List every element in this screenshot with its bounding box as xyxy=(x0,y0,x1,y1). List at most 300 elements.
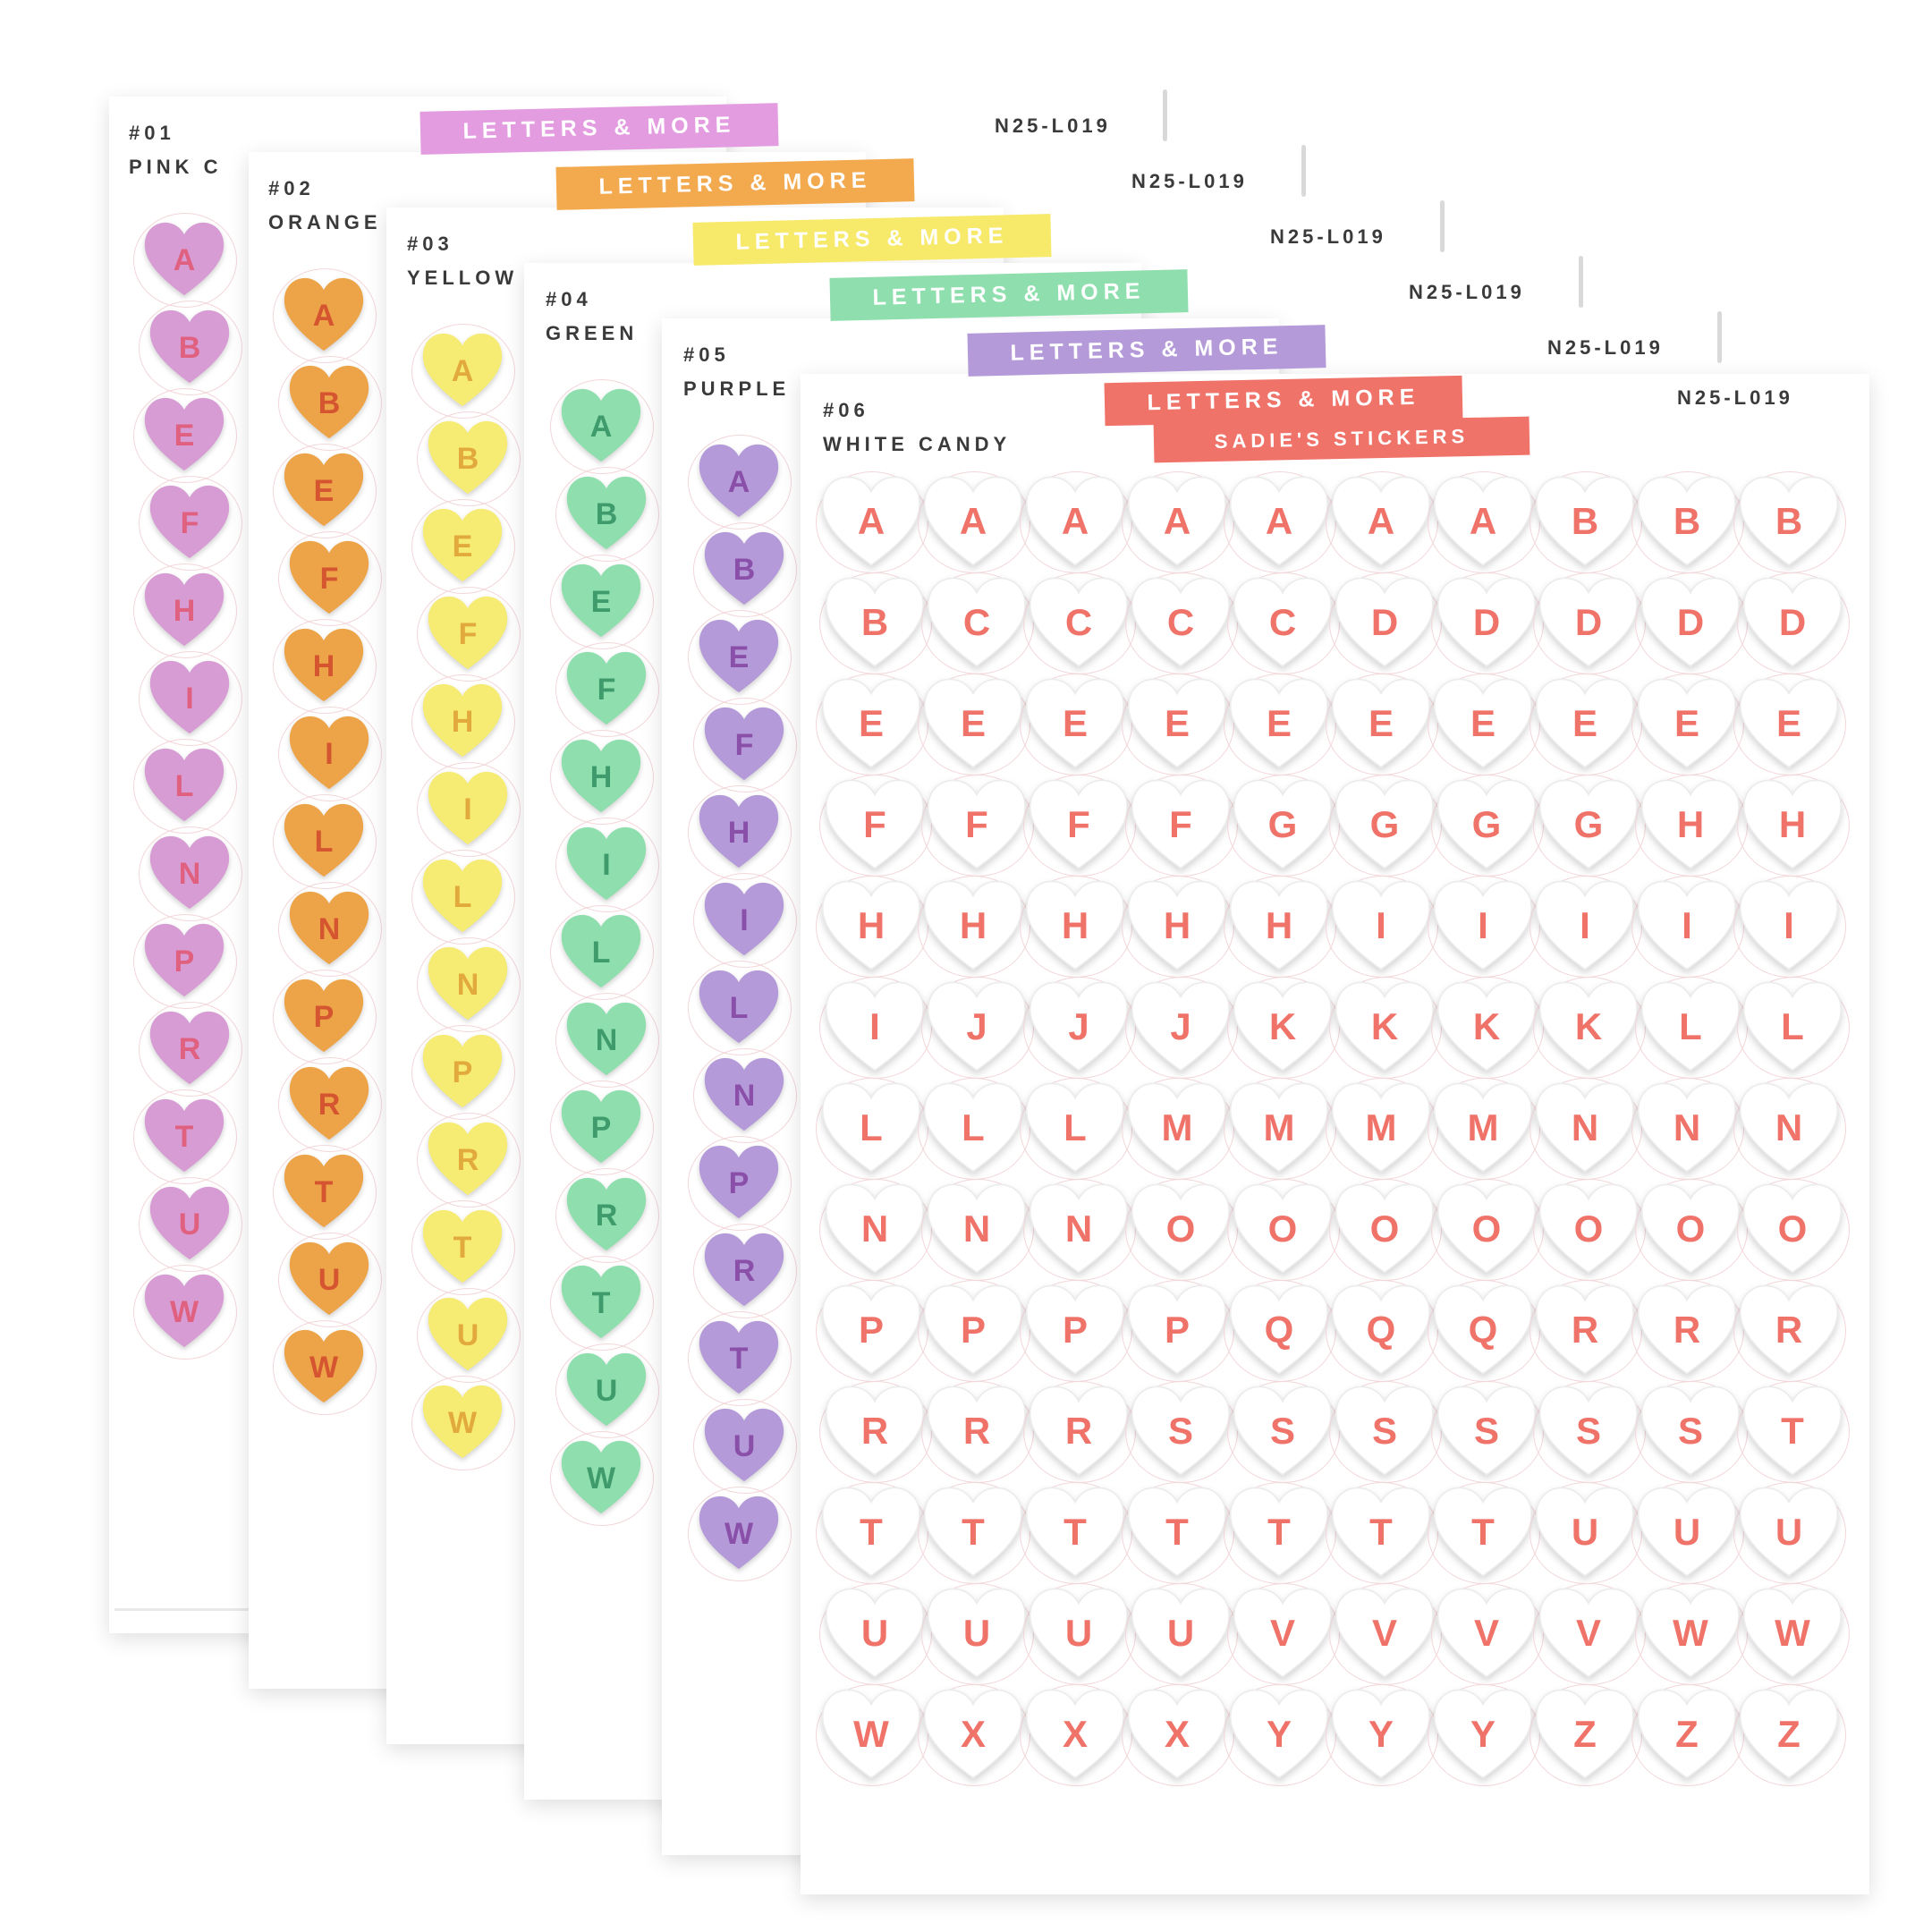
letter-sticker[interactable] xyxy=(1124,1687,1230,1780)
ribbon-banner-03: LETTERS & MORE xyxy=(692,214,1051,266)
letter-sticker[interactable] xyxy=(281,1152,367,1229)
sticker-letter: P xyxy=(174,944,195,979)
letter-sticker[interactable] xyxy=(147,483,233,560)
letter-sticker[interactable] xyxy=(818,1485,924,1578)
letter-sticker[interactable] xyxy=(147,834,233,911)
letter-sticker[interactable] xyxy=(1128,575,1233,668)
letter-sticker[interactable] xyxy=(1026,777,1131,870)
sticker-letter: R xyxy=(733,1253,756,1288)
letter-sticker[interactable] xyxy=(696,617,782,694)
letter-sticker[interactable] xyxy=(419,1208,505,1284)
sticker-letter: T xyxy=(962,1511,985,1553)
letter-sticker[interactable] xyxy=(920,676,1026,769)
letter-sticker[interactable] xyxy=(419,1383,505,1460)
letter-sticker[interactable] xyxy=(286,538,372,615)
letter-sticker[interactable] xyxy=(1124,878,1230,971)
sticker-letter: L xyxy=(860,1106,883,1148)
letter-sticker[interactable] xyxy=(1434,1586,1539,1679)
letter-sticker[interactable] xyxy=(1736,1485,1842,1578)
sticker-letter: I xyxy=(602,847,611,882)
sticker-letter: L xyxy=(1063,1106,1087,1148)
letter-sticker[interactable] xyxy=(1430,878,1536,971)
sticker-letter: C xyxy=(1166,601,1195,643)
letter-sticker[interactable] xyxy=(1128,1586,1233,1679)
letter-sticker[interactable] xyxy=(1124,676,1230,769)
letter-sticker[interactable] xyxy=(1532,878,1638,971)
sticker-letter: X xyxy=(1164,1713,1190,1755)
letter-sticker[interactable] xyxy=(419,857,505,934)
letter-sticker[interactable] xyxy=(1230,979,1335,1072)
letter-sticker[interactable] xyxy=(147,658,233,735)
letter-sticker[interactable] xyxy=(1328,878,1434,971)
letter-sticker[interactable] xyxy=(141,220,227,297)
sticker-letter: A xyxy=(959,500,987,542)
sticker-letter: B xyxy=(1775,500,1803,542)
letter-sticker[interactable] xyxy=(924,1586,1030,1679)
sheet-01-heart-column xyxy=(123,220,249,1597)
sticker-letter: T xyxy=(174,1119,194,1154)
letter-sticker[interactable] xyxy=(818,474,924,567)
sheet-05-name: PURPLE xyxy=(683,377,791,400)
letter-sticker[interactable] xyxy=(147,1009,233,1086)
letter-sticker[interactable] xyxy=(1434,1182,1539,1275)
letter-sticker[interactable] xyxy=(1328,1687,1434,1780)
sticker-letter: S xyxy=(1371,1410,1397,1452)
letter-sticker[interactable] xyxy=(1434,1384,1539,1477)
sticker-letter: B xyxy=(595,496,618,531)
letter-sticker[interactable] xyxy=(1230,1182,1335,1275)
letter-sticker[interactable] xyxy=(1532,1283,1638,1376)
sticker-letter: W xyxy=(586,1461,616,1496)
letter-sticker[interactable] xyxy=(822,575,928,668)
letter-sticker[interactable] xyxy=(701,880,787,957)
sticker-letter: N xyxy=(733,1078,756,1113)
letter-sticker[interactable] xyxy=(701,530,787,606)
sticker-letter: D xyxy=(1574,601,1603,643)
sticker-letter: L xyxy=(962,1106,985,1148)
letter-sticker[interactable] xyxy=(425,945,511,1021)
letter-sticker[interactable] xyxy=(1226,878,1332,971)
letter-sticker[interactable] xyxy=(564,1000,649,1077)
letter-sticker[interactable] xyxy=(1536,777,1641,870)
sticker-letter: B xyxy=(318,386,341,420)
letter-sticker[interactable] xyxy=(1532,1687,1638,1780)
letter-sticker[interactable] xyxy=(1226,1687,1332,1780)
letter-sticker[interactable] xyxy=(1022,878,1128,971)
letter-sticker[interactable] xyxy=(1226,474,1332,567)
letter-sticker[interactable] xyxy=(558,386,644,463)
sticker-letter: L xyxy=(729,990,749,1025)
sticker-letter: T xyxy=(453,1230,472,1265)
letter-sticker[interactable] xyxy=(286,714,372,791)
sticker-letter: U xyxy=(1064,1612,1093,1654)
sticker-letter: P xyxy=(452,1055,473,1089)
sticker-letter: P xyxy=(1062,1309,1088,1351)
letter-sticker[interactable] xyxy=(564,1175,649,1252)
letter-sticker[interactable] xyxy=(141,746,227,823)
sticker-letter: N xyxy=(962,1208,991,1250)
letter-sticker[interactable] xyxy=(818,1080,924,1174)
letter-sticker[interactable] xyxy=(822,1182,928,1275)
letter-sticker[interactable] xyxy=(1022,1283,1128,1376)
letter-sticker[interactable] xyxy=(425,419,511,496)
sticker-letter: D xyxy=(1778,601,1807,643)
sticker-letter: H xyxy=(1778,803,1807,845)
sticker-letter: I xyxy=(463,792,472,826)
letter-sticker[interactable] xyxy=(924,979,1030,1072)
letter-sticker[interactable] xyxy=(1634,1485,1740,1578)
sticker-letter: F xyxy=(965,803,988,845)
letter-sticker[interactable] xyxy=(558,1088,644,1165)
sticker-letter: F xyxy=(863,803,886,845)
sticker-letter: E xyxy=(313,473,335,508)
sticker-letter: N xyxy=(860,1208,889,1250)
letter-sticker[interactable] xyxy=(1026,1182,1131,1275)
letter-sticker[interactable] xyxy=(1634,1687,1740,1780)
letter-sticker[interactable] xyxy=(141,1272,227,1349)
sticker-letter: T xyxy=(1781,1410,1804,1452)
letter-sticker[interactable] xyxy=(1532,1080,1638,1174)
letter-sticker[interactable] xyxy=(425,1295,511,1372)
letter-sticker[interactable] xyxy=(1638,1586,1743,1679)
letter-sticker[interactable] xyxy=(920,1687,1026,1780)
letter-sticker[interactable] xyxy=(920,878,1026,971)
letter-sticker[interactable] xyxy=(286,1064,372,1141)
letter-sticker[interactable] xyxy=(281,626,367,703)
letter-sticker[interactable] xyxy=(1430,1283,1536,1376)
letter-sticker[interactable] xyxy=(1638,1182,1743,1275)
letter-sticker[interactable] xyxy=(1230,1586,1335,1679)
letter-sticker[interactable] xyxy=(141,395,227,472)
letter-sticker[interactable] xyxy=(701,1055,787,1132)
letter-sticker[interactable] xyxy=(1022,1485,1128,1578)
letter-sticker[interactable] xyxy=(924,777,1030,870)
sticker-letter: D xyxy=(1472,601,1501,643)
letter-sticker[interactable] xyxy=(1736,1283,1842,1376)
letter-sticker[interactable] xyxy=(1332,777,1437,870)
sticker-letter: T xyxy=(1471,1511,1495,1553)
sticker-letter: E xyxy=(728,640,750,674)
letter-sticker[interactable] xyxy=(696,442,782,519)
letter-sticker[interactable] xyxy=(1022,474,1128,567)
letter-sticker[interactable] xyxy=(1328,1485,1434,1578)
sticker-letter: G xyxy=(1471,803,1502,845)
letter-sticker[interactable] xyxy=(1638,777,1743,870)
letter-sticker[interactable] xyxy=(286,363,372,440)
letter-sticker[interactable] xyxy=(822,777,928,870)
letter-sticker[interactable] xyxy=(1740,575,1845,668)
letter-sticker[interactable] xyxy=(924,1384,1030,1477)
sticker-letter: V xyxy=(1473,1612,1499,1654)
letter-sticker[interactable] xyxy=(1434,979,1539,1072)
letter-sticker[interactable] xyxy=(1230,1384,1335,1477)
sticker-letter: Q xyxy=(1468,1309,1498,1351)
letter-sticker[interactable] xyxy=(1638,575,1743,668)
letter-sticker[interactable] xyxy=(701,705,787,782)
sticker-letter: E xyxy=(1470,702,1496,744)
letter-sticker[interactable] xyxy=(286,889,372,966)
letter-sticker[interactable] xyxy=(1430,1080,1536,1174)
sticker-letter: U xyxy=(1673,1511,1701,1553)
letter-sticker[interactable] xyxy=(1332,1586,1437,1679)
sticker-letter: M xyxy=(1467,1106,1499,1148)
sticker-letter: B xyxy=(178,330,201,365)
letter-sticker[interactable] xyxy=(141,921,227,998)
sticker-letter: P xyxy=(728,1165,750,1200)
letter-sticker[interactable] xyxy=(425,1120,511,1197)
sticker-letter: U xyxy=(1166,1612,1195,1654)
letter-sticker[interactable] xyxy=(1230,777,1335,870)
letter-sticker[interactable] xyxy=(822,1586,928,1679)
letter-sticker[interactable] xyxy=(1430,1687,1536,1780)
sticker-letter: T xyxy=(591,1285,611,1320)
sticker-letter: F xyxy=(1169,803,1192,845)
sticker-letter: A xyxy=(1061,500,1089,542)
letter-sticker[interactable] xyxy=(822,1384,928,1477)
letter-sticker[interactable] xyxy=(818,1687,924,1780)
letter-sticker[interactable] xyxy=(1536,575,1641,668)
sticker-letter: E xyxy=(1368,702,1394,744)
letter-sticker[interactable] xyxy=(1536,1182,1641,1275)
letter-sticker[interactable] xyxy=(1230,575,1335,668)
sticker-letter: K xyxy=(1268,1005,1297,1047)
letter-sticker[interactable] xyxy=(281,801,367,878)
letter-sticker[interactable] xyxy=(1638,1384,1743,1477)
letter-sticker[interactable] xyxy=(281,275,367,352)
sticker-letter: W xyxy=(1673,1612,1708,1654)
sheet-03-code: N25-L019 xyxy=(1270,225,1386,248)
letter-sticker[interactable] xyxy=(1026,1384,1131,1477)
letter-sticker[interactable] xyxy=(1736,676,1842,769)
letter-sticker[interactable] xyxy=(1328,1283,1434,1376)
sticker-letter: A xyxy=(173,242,196,277)
sticker-letter: V xyxy=(1371,1612,1397,1654)
letter-sticker[interactable] xyxy=(696,968,782,1045)
letter-sticker[interactable] xyxy=(1740,1384,1845,1477)
sheet-01-number: #01 xyxy=(129,122,175,144)
sticker-letter: W xyxy=(309,1350,339,1385)
sticker-letter: G xyxy=(1369,803,1400,845)
letter-sticker[interactable] xyxy=(1026,575,1131,668)
sticker-letter: G xyxy=(1573,803,1604,845)
letter-sticker[interactable] xyxy=(286,1240,372,1317)
letter-sticker[interactable] xyxy=(1740,1182,1845,1275)
letter-sticker[interactable] xyxy=(1226,1485,1332,1578)
sticker-letter: F xyxy=(458,616,478,651)
letter-sticker[interactable] xyxy=(1128,1384,1233,1477)
letter-sticker[interactable] xyxy=(1536,1384,1641,1477)
sticker-letter: N xyxy=(1571,1106,1599,1148)
letter-sticker[interactable] xyxy=(1026,979,1131,1072)
sticker-letter: Z xyxy=(1675,1713,1699,1755)
letter-sticker[interactable] xyxy=(1430,676,1536,769)
letter-sticker[interactable] xyxy=(1634,1283,1740,1376)
sticker-letter: R xyxy=(1064,1410,1093,1452)
letter-sticker[interactable] xyxy=(425,594,511,671)
letter-sticker[interactable] xyxy=(558,1438,644,1515)
letter-sticker[interactable] xyxy=(696,792,782,869)
letter-sticker[interactable] xyxy=(1736,1687,1842,1780)
letter-sticker[interactable] xyxy=(1128,1182,1233,1275)
letter-sticker[interactable] xyxy=(1536,979,1641,1072)
letter-sticker[interactable] xyxy=(564,649,649,726)
letter-sticker[interactable] xyxy=(920,474,1026,567)
letter-sticker[interactable] xyxy=(1332,1182,1437,1275)
sticker-letter: A xyxy=(589,409,613,444)
letter-sticker[interactable] xyxy=(1332,575,1437,668)
letter-sticker[interactable] xyxy=(1332,1384,1437,1477)
letter-sticker[interactable] xyxy=(924,575,1030,668)
letter-sticker[interactable] xyxy=(1638,979,1743,1072)
letter-sticker[interactable] xyxy=(696,1143,782,1220)
sticker-letter: H xyxy=(727,815,750,850)
letter-sticker[interactable] xyxy=(1634,474,1740,567)
letter-sticker[interactable] xyxy=(920,1283,1026,1376)
sticker-letter: A xyxy=(451,353,474,388)
letter-sticker[interactable] xyxy=(558,737,644,814)
letter-sticker[interactable] xyxy=(564,474,649,551)
sticker-letter: E xyxy=(858,702,884,744)
letter-sticker[interactable] xyxy=(924,1182,1030,1275)
letter-sticker[interactable] xyxy=(1328,474,1434,567)
sticker-letter: I xyxy=(740,902,749,937)
sticker-letter: N xyxy=(318,911,341,946)
letter-sticker[interactable] xyxy=(1532,1485,1638,1578)
sticker-letter: T xyxy=(314,1174,334,1209)
letter-sticker[interactable] xyxy=(419,506,505,583)
sticker-letter: Y xyxy=(1266,1713,1292,1755)
letter-sticker[interactable] xyxy=(696,1494,782,1571)
letter-sticker[interactable] xyxy=(1226,676,1332,769)
sticker-letter: F xyxy=(734,727,754,762)
letter-sticker[interactable] xyxy=(564,1351,649,1428)
sticker-letter: E xyxy=(590,584,612,619)
letter-sticker[interactable] xyxy=(1740,979,1845,1072)
letter-sticker[interactable] xyxy=(558,562,644,639)
letter-sticker[interactable] xyxy=(1328,676,1434,769)
letter-sticker[interactable] xyxy=(1736,1080,1842,1174)
letter-sticker[interactable] xyxy=(1736,878,1842,971)
sticker-letter: B xyxy=(1571,500,1599,542)
letter-sticker[interactable] xyxy=(419,331,505,408)
sticker-letter: B xyxy=(456,441,479,476)
letter-sticker[interactable] xyxy=(1532,676,1638,769)
letter-sticker[interactable] xyxy=(141,1097,227,1174)
letter-sticker[interactable] xyxy=(564,825,649,902)
sticker-letter: E xyxy=(1572,702,1597,744)
sticker-letter: W xyxy=(1775,1612,1810,1654)
sticker-letter: N xyxy=(456,967,479,1002)
letter-sticker[interactable] xyxy=(425,769,511,846)
sticker-letter: R xyxy=(962,1410,991,1452)
letter-sticker[interactable] xyxy=(1736,474,1842,567)
letter-sticker[interactable] xyxy=(1226,1080,1332,1174)
letter-sticker[interactable] xyxy=(1022,1687,1128,1780)
letter-sticker[interactable] xyxy=(281,451,367,528)
letter-sticker[interactable] xyxy=(920,1080,1026,1174)
letter-sticker[interactable] xyxy=(920,1485,1026,1578)
sticker-letter: U xyxy=(962,1612,991,1654)
sticker-letter: S xyxy=(1269,1410,1295,1452)
sticker-letter: N xyxy=(595,1022,618,1057)
letter-sticker[interactable] xyxy=(818,1283,924,1376)
sheet-02-number: #02 xyxy=(268,177,315,199)
letter-sticker[interactable] xyxy=(1434,575,1539,668)
letter-sticker[interactable] xyxy=(141,571,227,648)
letter-sticker[interactable] xyxy=(1226,1283,1332,1376)
letter-sticker[interactable] xyxy=(147,308,233,385)
letter-sticker[interactable] xyxy=(818,878,924,971)
letter-sticker[interactable] xyxy=(1128,979,1233,1072)
letter-sticker[interactable] xyxy=(1634,878,1740,971)
sticker-letter: E xyxy=(1775,702,1801,744)
sticker-letter: B xyxy=(1673,500,1701,542)
letter-sticker[interactable] xyxy=(1026,1586,1131,1679)
sticker-letter: K xyxy=(1574,1005,1603,1047)
sheet-02-name: ORANGE xyxy=(268,211,382,233)
letter-sticker[interactable] xyxy=(1532,474,1638,567)
sticker-letter: I xyxy=(1784,904,1794,946)
letter-sticker[interactable] xyxy=(1124,1485,1230,1578)
letter-sticker[interactable] xyxy=(1740,777,1845,870)
letter-sticker[interactable] xyxy=(1536,1586,1641,1679)
letter-sticker[interactable] xyxy=(1434,777,1539,870)
sticker-letter: E xyxy=(960,702,986,744)
letter-sticker[interactable] xyxy=(1430,1485,1536,1578)
letter-sticker[interactable] xyxy=(558,1263,644,1340)
letter-sticker[interactable] xyxy=(281,977,367,1054)
letter-sticker[interactable] xyxy=(1128,777,1233,870)
letter-sticker[interactable] xyxy=(1022,1080,1128,1174)
letter-sticker[interactable] xyxy=(1022,676,1128,769)
letter-sticker[interactable] xyxy=(558,912,644,989)
letter-sticker[interactable] xyxy=(818,676,924,769)
letter-sticker[interactable] xyxy=(696,1318,782,1395)
letter-sticker[interactable] xyxy=(147,1184,233,1261)
letter-sticker[interactable] xyxy=(701,1406,787,1483)
sheet-03-number: #03 xyxy=(407,233,453,255)
letter-sticker[interactable] xyxy=(281,1327,367,1404)
letter-sticker[interactable] xyxy=(1430,474,1536,567)
ribbon-title: LETTERS & MORE xyxy=(1105,376,1463,426)
letter-sticker[interactable] xyxy=(701,1231,787,1308)
sticker-letter: R xyxy=(860,1410,889,1452)
sticker-letter: U xyxy=(860,1612,889,1654)
sticker-letter: R xyxy=(318,1087,341,1122)
sticker-letter: P xyxy=(313,999,335,1034)
letter-sticker[interactable] xyxy=(1634,676,1740,769)
letter-sticker[interactable] xyxy=(822,979,928,1072)
letter-sticker[interactable] xyxy=(1328,1080,1434,1174)
letter-sticker[interactable] xyxy=(1124,1080,1230,1174)
letter-sticker[interactable] xyxy=(1332,979,1437,1072)
sticker-letter: F xyxy=(1067,803,1090,845)
letter-sticker[interactable] xyxy=(1634,1080,1740,1174)
letter-sticker[interactable] xyxy=(419,1032,505,1109)
letter-sticker[interactable] xyxy=(1740,1586,1845,1679)
letter-sticker[interactable] xyxy=(1124,1283,1230,1376)
sticker-letter: I xyxy=(1580,904,1590,946)
letter-sticker[interactable] xyxy=(1124,474,1230,567)
sticker-letter: L xyxy=(1781,1005,1804,1047)
sheet-05-heart-column xyxy=(678,442,803,1819)
sticker-letter: N xyxy=(1673,1106,1701,1148)
sticker-letter: O xyxy=(1573,1208,1604,1250)
sticker-letter: Y xyxy=(1470,1713,1496,1755)
letter-sticker[interactable] xyxy=(419,682,505,758)
sticker-letter: S xyxy=(1473,1410,1499,1452)
sticker-letter: T xyxy=(729,1341,749,1376)
